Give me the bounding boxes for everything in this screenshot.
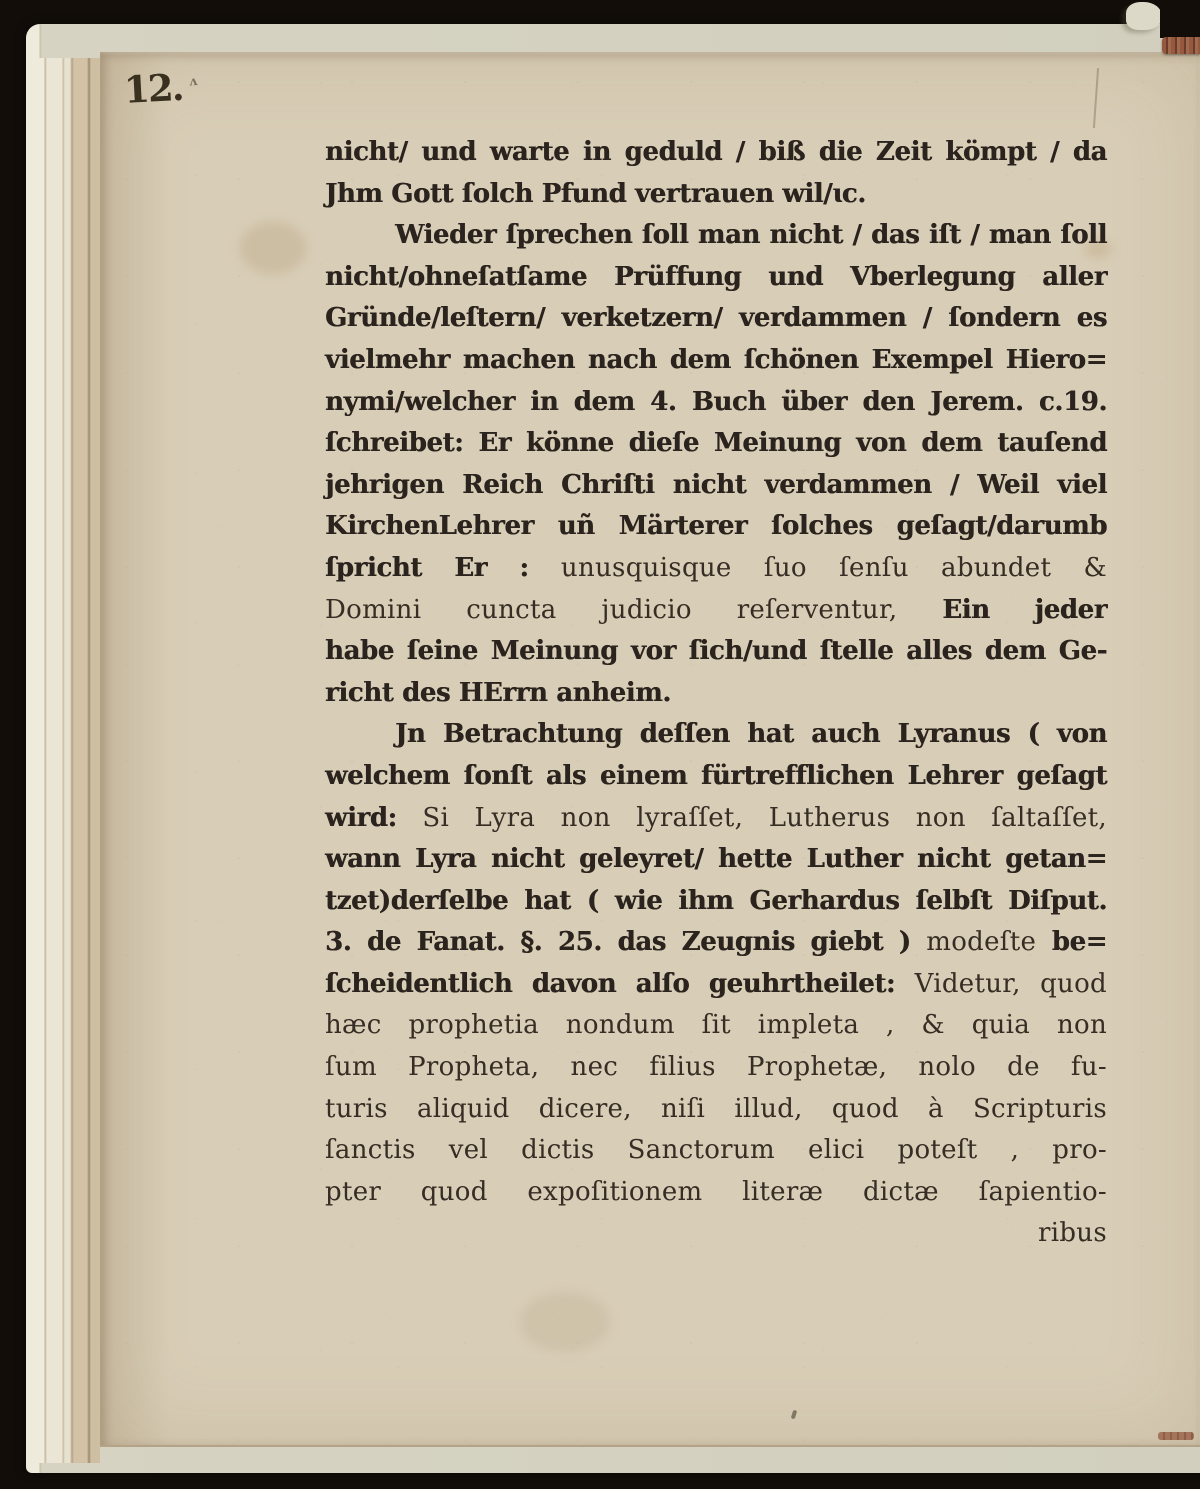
fraktur-text: jehrigen Reich Chriſti nicht verdammen / Weil viel bbox=[325, 469, 1107, 500]
paper-fiber-mark bbox=[1093, 68, 1099, 128]
paper-stain bbox=[240, 222, 306, 274]
fraktur-text: nymi/welcher in dem 4. Buch über den Jerem. c.19. bbox=[325, 386, 1107, 417]
text-line bbox=[325, 798, 1107, 840]
text-line bbox=[325, 590, 1107, 632]
fraktur-text: wird: bbox=[325, 802, 423, 833]
text-line bbox=[325, 298, 1107, 340]
cover-corner-fold bbox=[1126, 2, 1162, 30]
antiqua-text: turis aliquid dicere, niſi illud, quod à Scripturis bbox=[325, 1093, 1107, 1124]
page-number bbox=[123, 64, 199, 112]
text-line bbox=[325, 423, 1107, 465]
text-line bbox=[325, 714, 1107, 756]
fraktur-text: ſcheidentlich davon alſo geuhrtheilet: bbox=[325, 968, 915, 999]
text-block bbox=[325, 132, 1107, 1255]
headband-bottom bbox=[1158, 1432, 1194, 1440]
text-line bbox=[325, 881, 1107, 923]
text-line bbox=[325, 631, 1107, 673]
fraktur-text: vielmehr machen nach dem ſchönen Exempel Hiero= bbox=[325, 344, 1107, 375]
page-number-mark: ʌ bbox=[188, 74, 198, 90]
text-line bbox=[325, 132, 1107, 174]
antiqua-text: pter quod expoſitionem literæ dictæ ſapientio- bbox=[325, 1176, 1107, 1207]
text-line bbox=[325, 1047, 1107, 1089]
fraktur-text: welchem ſonſt als einem fürtrefflichen Lehrer geſagt bbox=[325, 760, 1107, 791]
fraktur-text: habe ſeine Meinung vor ſich/und ſtelle alles dem Ge- bbox=[325, 636, 1107, 667]
text-line bbox=[325, 340, 1107, 382]
fraktur-text: richt des HErrn anheim. bbox=[325, 677, 671, 708]
text-line bbox=[325, 465, 1107, 507]
text-line bbox=[325, 1130, 1107, 1172]
fraktur-text: ſchreibet: Er könne dieſe Meinung von dem tauſend bbox=[325, 428, 1107, 459]
fraktur-text: nicht/ohneſatſame Prüffung und Vberlegung aller bbox=[325, 261, 1107, 292]
page-number-value: 12. bbox=[122, 64, 184, 112]
antiqua-text: Domini cuncta judicio reſerventur, bbox=[325, 594, 943, 625]
text-line bbox=[325, 506, 1107, 548]
background-corner bbox=[1160, 0, 1200, 38]
headband bbox=[1162, 37, 1200, 54]
fraktur-text: tzet)derſelbe hat ( wie ihm Gerhardus ſelbſt Diſput. bbox=[325, 885, 1107, 916]
book bbox=[26, 24, 1200, 1473]
text-line bbox=[325, 839, 1107, 881]
text-line bbox=[325, 257, 1107, 299]
antiqua-text: Si Lyra non lyraſſet, Lutherus non ſaltaſſet, bbox=[422, 802, 1107, 833]
fraktur-text: nicht/ und warte in geduld / biß die Zeit kömpt / da bbox=[325, 137, 1107, 167]
text-line bbox=[325, 964, 1107, 1006]
text-line bbox=[325, 382, 1107, 424]
antiqua-text: unusquisque ſuo ſenſu abundet & bbox=[560, 552, 1107, 583]
fraktur-text: wann Lyra nicht geleyret/ hette Luther nicht getan= bbox=[325, 844, 1107, 875]
text-line bbox=[325, 548, 1107, 590]
book-page bbox=[100, 52, 1200, 1447]
fraktur-text: Jn Betrachtung deſſen hat auch Lyranus ( von bbox=[395, 719, 1107, 750]
antiqua-text: ſanctis vel dictis Sanctorum elici poteſt , pro- bbox=[325, 1135, 1107, 1166]
fraktur-text: Ein jeder bbox=[942, 594, 1107, 625]
fraktur-text: be= bbox=[1051, 927, 1107, 958]
fraktur-text: Wieder ſprechen ſoll man nicht / das iſt / man ſoll bbox=[395, 220, 1107, 251]
fraktur-text: 3. de Fanat. §. 25. das Zeugnis giebt ) bbox=[325, 927, 927, 958]
text-line bbox=[325, 1172, 1107, 1214]
fraktur-text: Jhm Gott ſolch Pfund vertrauen wil/ɩc. bbox=[325, 178, 866, 209]
antiqua-text: hæc prophetia nondum ſit impleta , & quia non bbox=[325, 1010, 1107, 1041]
text-line bbox=[325, 215, 1107, 257]
text-line bbox=[325, 1005, 1107, 1047]
text-line bbox=[325, 1089, 1107, 1131]
fraktur-text: ſpricht Er : bbox=[325, 552, 561, 583]
paper-stain bbox=[520, 1292, 610, 1352]
ink-speck bbox=[791, 1410, 798, 1420]
text-line bbox=[325, 756, 1107, 798]
fraktur-text: Gründe/leſtern/ verketzern/ verdammen / ſondern es bbox=[325, 303, 1107, 334]
antiqua-text: ribus bbox=[1038, 1218, 1107, 1249]
text-line bbox=[325, 673, 1107, 715]
page-edges bbox=[34, 58, 100, 1463]
antiqua-text: ſum Propheta, nec filius Prophetæ, nolo de fu- bbox=[325, 1052, 1107, 1083]
antiqua-text: Videtur, quod bbox=[914, 968, 1107, 999]
text-line bbox=[325, 1213, 1107, 1255]
text-line bbox=[325, 922, 1107, 964]
fraktur-text: KirchenLehrer uñ Märterer ſolches geſagt/darumb bbox=[325, 511, 1107, 542]
antiqua-text: modeſte bbox=[926, 927, 1052, 958]
text-line bbox=[325, 174, 1107, 216]
